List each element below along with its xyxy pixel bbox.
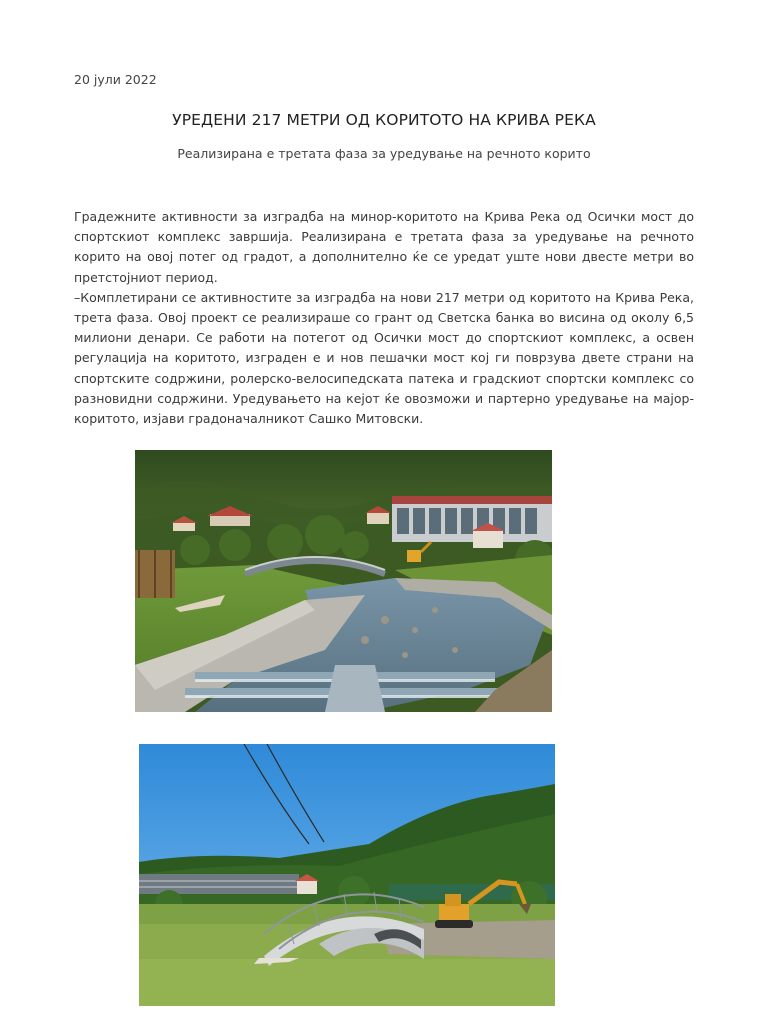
article-subtitle: Реализирана е третата фаза за уредување на речното корито xyxy=(177,146,591,161)
article-title: УРЕДЕНИ 217 МЕТРИ ОД КОРИТОТО НА КРИВА РЕКА xyxy=(172,111,596,129)
article-paragraph: Градежните активности за изградба на минор-коритото на Крива Река од Осички мост до спортскиот комплекс завршија. Реализирана е третата фаза за уредување на речното корито на овој потег од градот, а дополнително ќе се уредат уште нови двесте метри во претстојниот период. xyxy=(74,209,694,285)
river-photo-footbridge xyxy=(139,744,555,1006)
article-paragraph: –Комплетирани се активностите за изградба на нови 217 метри од коритото на Крива Река, трета фаза. Овој проект се реализираше со грант од Светска банка во висина од околу 6,5 милиони денари. Се работи на потегот од Осички мост до спортскиот комплекс, а освен регулација на коритото, изграден е и нов пешачки мост кој ги поврзува двете страни на спортските содржини, ролерско-велосипедската патека и градскиот спортски комплекс со разновидни содржини. Уредувањето на кејот ќе овозможи и партерно уредување на мајор-коритото, изјави градоначалникот Сашко Митовски. xyxy=(74,289,694,427)
article-date: 20 јули 2022 xyxy=(74,72,157,87)
river-photo-cascades xyxy=(135,450,552,712)
article-body xyxy=(74,207,694,429)
